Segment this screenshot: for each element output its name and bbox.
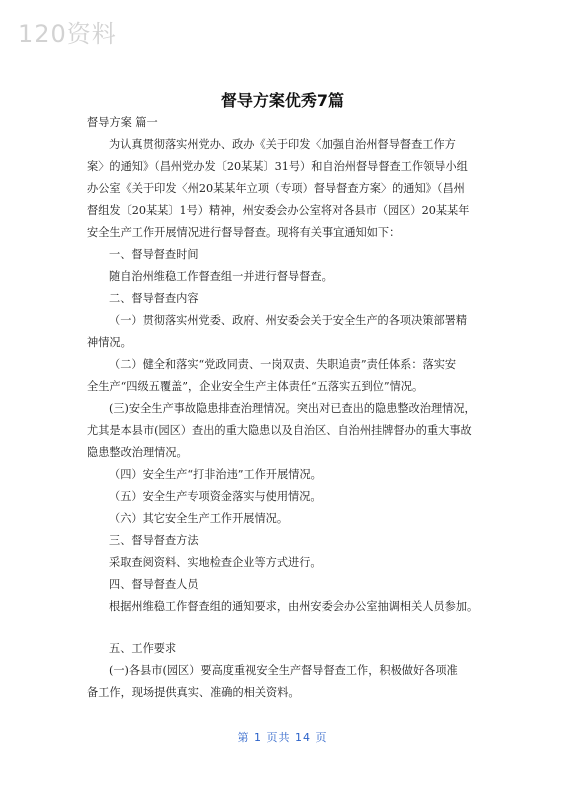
paragraph-line: （一）贯彻落实州党委、政府、州安委会关于安全生产的各项决策部署精 (109, 314, 468, 327)
paragraph-line: (一)各县市(园区）要高度重视安全生产督导督查工作，积极做好各项准 (109, 664, 458, 677)
paragraph-line: 尤其是本县市(园区）查出的重大隐患以及自治区、自治州挂牌督办的重大事故 (87, 424, 472, 437)
paragraph-line: 督导方案 篇一 (87, 116, 158, 129)
paragraph-line: （二）健全和落实“党政同责、一岗双责、失职追责”责任体系：落实安 (109, 358, 457, 371)
paragraph-line: （六）其它安全生产工作开展情况。 (109, 512, 289, 525)
paragraph-line: 隐患整改治理情况。 (87, 446, 188, 459)
paragraph-line: 办公室《关于印发〈州20某某年立项（专项）督导督查方案〉的通知》（昌州 (87, 182, 465, 195)
document-title: 督导方案优秀7篇 (220, 91, 345, 110)
paragraph-line: 为认真贯彻落实州党办、政办《关于印发〈加强自治州督导督查工作方 (109, 138, 456, 151)
paragraph-line: 采取查阅资料、实地检查企业等方式进行。 (109, 556, 322, 569)
paragraph-line: (三)安全生产事故隐患排查治理情况。突出对已查出的隐患整改治理情况， (109, 402, 476, 415)
paragraph-line: 根据州维稳工作督查组的通知要求，由州安委会办公室抽调相关人员参加。 (109, 600, 479, 613)
section-heading: 五、工作要求 (109, 642, 177, 655)
section-heading: 三、督导督查方法 (109, 534, 199, 547)
section-heading: 一、督导督查时间 (109, 248, 199, 261)
paragraph-line: 神情况。 (87, 336, 132, 349)
section-heading: 四、督导督查人员 (109, 578, 199, 591)
section-heading: 二、督导督查内容 (109, 292, 199, 305)
paragraph-spacer (87, 618, 477, 638)
paragraph-line: 备工作，现场提供真实、准确的相关资料。 (87, 686, 300, 699)
paragraph-line: 安全生产工作开展情况进行督导督查。现将有关事宜通知如下： (87, 226, 401, 239)
page-footer: 第 1 页共 14 页 (237, 731, 328, 744)
document-body (87, 112, 477, 704)
paragraph-line: 随自治州维稳工作督查组一并进行督导督查。 (109, 270, 333, 283)
paragraph-line: 全生产“四级五覆盖”，企业安全生产主体责任“五落实五到位”情况。 (87, 380, 424, 393)
paragraph-line: 督组发〔20某某〕1号）精神，州安委会办公室将对各县市（园区）20某某年 (87, 204, 470, 217)
paragraph-line: 案〉的通知》（昌州党办发〔20某某〕31号）和自治州督导督查工作领导小组 (87, 160, 468, 173)
paragraph-line: （四）安全生产“打非治违”工作开展情况。 (109, 468, 322, 481)
watermark-logo: 120资料 (18, 20, 117, 48)
paragraph-line: （五）安全生产专项资金落实与使用情况。 (109, 490, 322, 503)
